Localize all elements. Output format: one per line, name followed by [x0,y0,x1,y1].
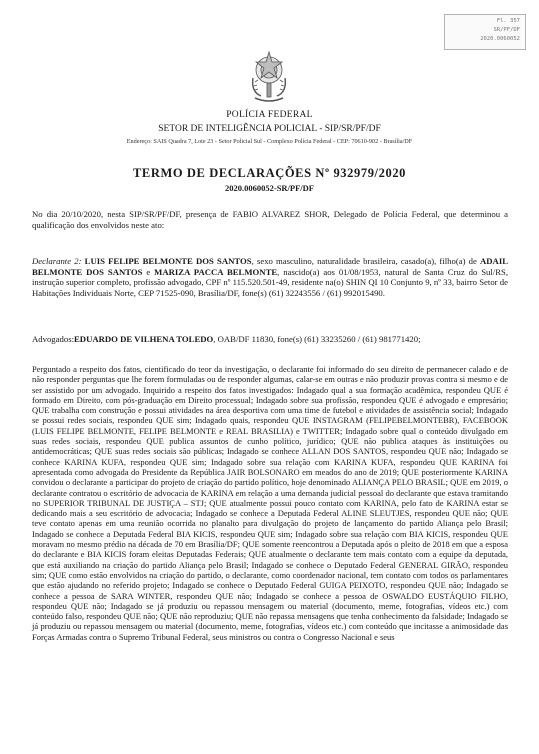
document-title: TERMO DE DECLARAÇÕES Nº 932979/2020 [132,166,407,180]
declarant-father: ADAIL BELMONTE DOS SANTOS [32,256,508,277]
intro-paragraph: No dia 20/10/2020, nesta SIP/SR/PF/DF, presença de FABIO ALVAREZ SHOR, Delegado de Polícia Federal, que determinou a qualificação dos envolvidos neste ato: [32,209,508,230]
statement-body: Perguntado a respeito dos fatos, cientificado do teor da investigação, o declarante foi informado do seu direito de permanecer calado e de não responder perguntas que lhe forem formuladas ou de responder algumas, calar-se em outras e não produzir provas contra si mesmo e de ser assistido por um advogado. Inquirido a respeito dos fatos investigados: Indagado qual a sua formação acadêmica, respondeu QUE é formado em Direito, com pós-graduação em Direito processual; Indagado sobre sua profissão, respondeu QUE é advogado e empresário; QUE trabalha com construção e possui atividades na área desportiva com uma time de futebol e atividades de assistência social; Indagado se possui redes sociais, respondeu QUE sim; Indagado quais, respondeu QUE INSTAGRAM (FELIPEBELMONTEBR), FACEBOOK (LUIS FELIPE BELMONTE, FELIPE BELMONTE e REAL BRASILIA) e TWITTER; Indagado sobre qual o conteúdo divulgado em suas redes sociais, respondeu QUE publica assuntos de cunho político, jurídico; QUE não publica ataques às instituições ou antidemocráticas; QUE suas redes sociais são públicas; Indagado se conhece ALLAN DOS SANTOS, respondeu QUE não; Indagado se conhece KARINA KUFA, respondeu QUE sim; Indagado sobre sua relação com KARINA KUFA, respondeu QUE KARINA foi apresentada como advogada do Presidente da República JAIR BOLSONARO em meados do ano de 2019; QUE posteriormente KARINA convidou o declarante a participar do projeto de criação do partido político, hoje denominado ALIANÇA PELO BRASIL; QUE em 2019, o declarante contratou o escritório de advocacia de KARINA em relação a uma demanda judicial pessoal do declarante que estava tramitando no SUPERIOR TRIBUNAL DE JUSTIÇA – STJ; QUE atualmente possui pouco contato com KARINA, pelo fato de KARINA estar se dedicando mais a seu escritório de advocacia; Indagado se conhece a Deputada Federal ALINE SLEUTJES, respondeu QUE não; QUE teve contato apenas em uma reunião ocorrida no planalto para divulgação do projeto de lançamento do partido Aliança pelo Brasil; Indagado se conhece a Deputada Federal BIA KICIS, respondeu QUE sim; Indagado sobre sua relação com BIA KICIS, respondeu QUE moravam no mesmo prédio na década de 70 em Brasília/DF; QUE somente reencontrou a Deputada após o pleito de 2018 em que a esposa do declarante e BIA KICIS foram eleitas Deputadas Federais; QUE atualmente o declarante tem mais contato com a equipe da deputada, que está auxiliando na criação do partido Aliança pelo Brasil; Indagado se conhece o Deputado Federal GENERAL GIRÃO, respondeu sim; QUE como estão envolvidos na criação do partido, o declarante, como coordenador nacional, tem contato com todos os parlamentares que estão ajudando no referido projeto; Indagado se conhece o Deputado Federal GUIGA PEIXOTO, respondeu QUE não; Indagado se conhece a pessoa de SARA WINTER, respondeu QUE não; Indagado se conhece a pessoa de OSWALDO EUSTÁQUIO FILHO, respondeu QUE não; Indagado se já produziu ou repassou mensagem ou material (documento, meme, fotografias, vídeos etc.) com conteúdo falso, respondeu QUE não; QUE não reproduziu; QUE não repassa mensagens que tenha conhecimento da falsidade; Indagado se já produziu ou repassou mensagem ou material (documento, meme, fotografias, vídeos etc.) com conteúdo que incitasse a animosidade das Forças Armadas contra o Supremo Tribunal Federal, seus ministros ou contra o Congresso Nacional e seus [32,364,508,642]
stamp-unit: SR/PF/DF [493,27,520,33]
stamp-process-number: 2020.0060052 [480,36,520,42]
declarant-mother: MARIZA PACCA BELMONTE [154,266,278,277]
lawyers-label: Advogados: [32,334,74,344]
declarant-name: LUIS FELIPE BELMONTE DOS SANTOS [84,256,252,266]
coat-of-arms-icon [249,48,289,106]
declarant-role: Declarante 2: [32,256,82,266]
protocol-stamp [444,14,526,50]
agency-address: Endereço: SAIS Quadra 7, Lote 23 - Setor Policial Sul - Complexo Polícia Federal - CEP: 70610-902 - Brasília/DF [126,138,413,145]
declarant-text-c: , nascido(a) aos 01/08/1953, natural de Santa Cruz do Sul/RS, instrução superior completo, profissão advogado, CPF nº 115.520.501-49, residente na(o) SHIN QI 10 Conjunto 9, nº 33, bairro Setor de Habitações Individuais Norte, CEP 71525-090, Brasília/DF, fone(s) (61) 32243556 / (61) 992015490. [32,266,508,298]
sector-name: SETOR DE INTELIGÊNCIA POLICIAL - SIP/SR/PF/DF [158,124,381,134]
declarant-qualification [32,256,508,298]
agency-name: POLÍCIA FEDERAL [226,110,313,120]
lawyers-line [32,334,508,345]
lawyer-details: , OAB/DF 11830, fone(s) (61) 33235260 / (61) 981771420; [213,334,421,344]
document-number: 2020.0060052-SR/PF/DF [224,183,314,193]
declarant-text-a: , sexo masculino, naturalidade brasileira, casado(a), filho(a) de [251,256,480,266]
lawyer-name: EDUARDO DE VILHENA TOLEDO [74,334,214,344]
stamp-page-number: Fl. 357 [496,18,520,24]
declarant-text-b: e [142,266,155,277]
